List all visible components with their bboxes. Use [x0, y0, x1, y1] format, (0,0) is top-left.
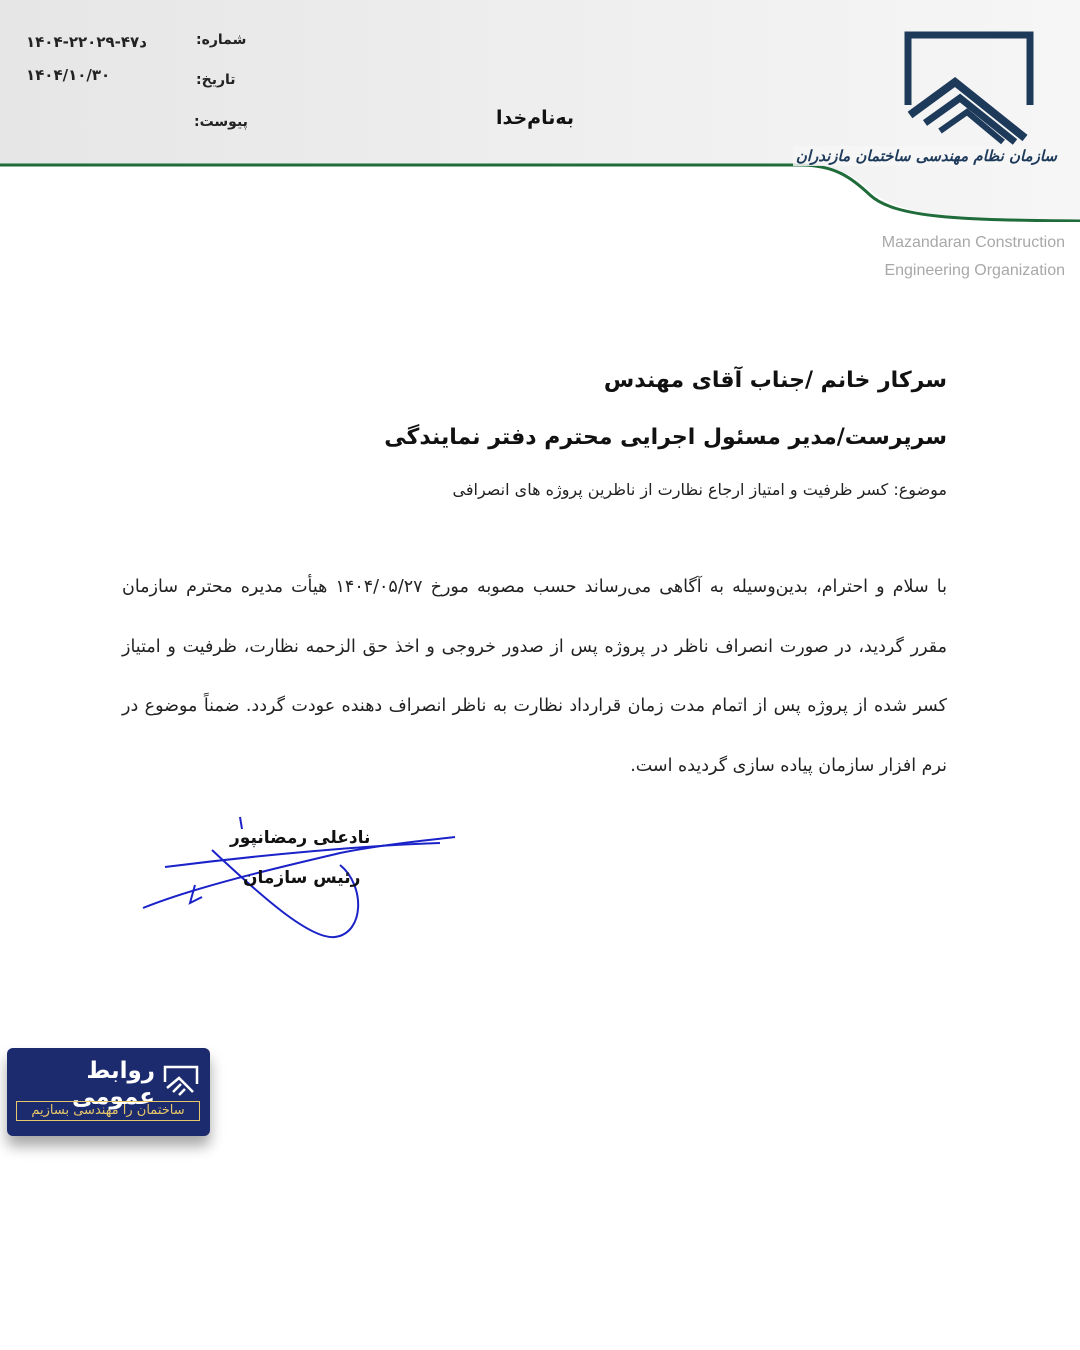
letter-subject: موضوع: کسر ظرفیت و امتیاز ارجاع نظارت از ناظرین پروژه های انصرافی	[452, 480, 947, 499]
badge-slogan: ساختمان را مهندسی بسازیم	[16, 1101, 200, 1121]
org-name-persian: سازمان نظام مهندسی ساختمان مازندران	[793, 146, 1060, 166]
org-logo	[875, 30, 1060, 145]
number-label: شماره:	[196, 32, 247, 48]
recipient-line1: سرکار خانم /جناب آقای مهندس	[603, 368, 947, 393]
badge-title: روابط عمومی	[71, 1058, 155, 1110]
org-name-en-line1: Mazandaran Construction	[881, 234, 1065, 251]
signer-position: رئیس سازمان	[243, 868, 361, 888]
attachment-label: پیوست:	[194, 114, 248, 130]
letter-number: ۱۴۰۴-د۴۷-۲۲۰۲۹	[26, 33, 147, 51]
org-name-en-line2: Engineering Organization	[884, 262, 1065, 279]
handshake-house-icon	[161, 1064, 201, 1096]
letter-body: با سلام و احترام، بدین‌وسیله به آگاهی می‌رساند حسب مصوبه مورخ ۱۴۰۴/۰۵/۲۷ هیأت مدیره محترم سازمان مقرر گردید، در صورت انصراف ناظر در پروژه پس از صدور خروجی و اخذ حق الزحمه نظارت، ظرفیت و امتیاز کسر شده از پروژه پس از اتمام مدت زمان قرارداد نظارت به ناظر انصراف دهنده عودت گردد. ضمناً موضوع در نرم افزار سازمان پیاده سازی گردیده است.	[122, 577, 947, 776]
recipient-line2: سرپرست/مدیر مسئول اجرایی محترم دفتر نمایندگی	[384, 425, 947, 450]
org-name-english	[882, 229, 1065, 285]
letter-date: ۱۴۰۴/۱۰/۳۰	[26, 66, 111, 84]
signer-name: نادعلی رمضانپور	[230, 828, 371, 848]
public-relations-badge	[7, 1048, 210, 1136]
date-label: تاریخ:	[196, 72, 236, 88]
bismillah: به‌نام‌خدا	[496, 107, 575, 129]
